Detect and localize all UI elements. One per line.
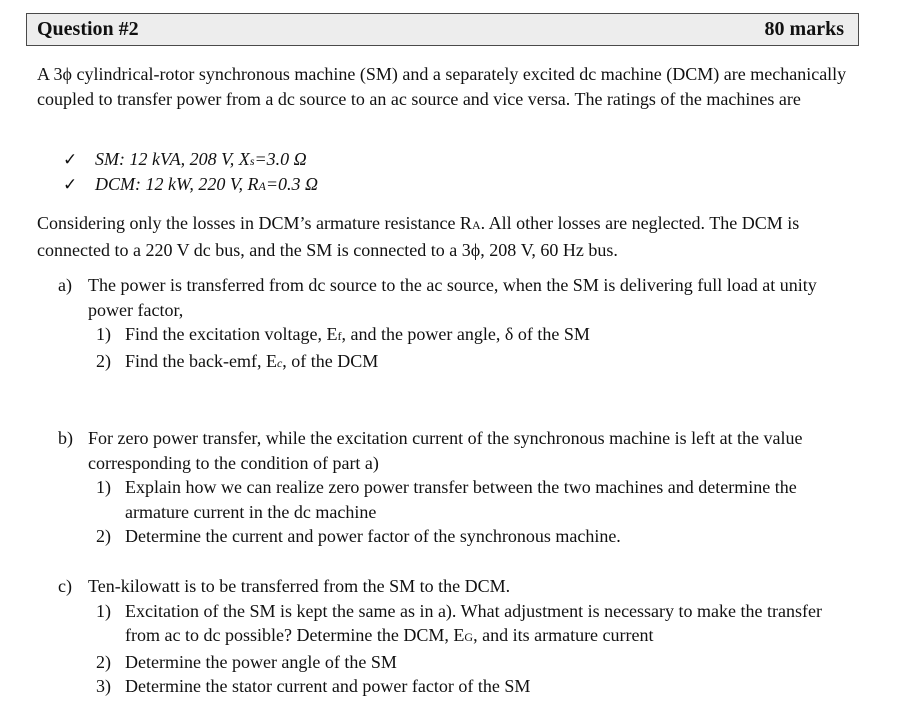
question-title: Question #2 [37, 18, 139, 41]
check-icon: ✓ [63, 174, 78, 194]
part-c-item-1: 1) Excitation of the SM is kept the same as in a). What adjustment is necessary to make the transfer from ac to dc possible? Determine the DCM, EG, and its armature current [96, 600, 822, 645]
part-b-letter: b) [58, 428, 73, 448]
part-b [58, 426, 858, 549]
ratings-list [63, 147, 883, 196]
part-c-item-2: 2) Determine the power angle of the SM [96, 651, 397, 672]
question-header [26, 13, 859, 46]
part-b-item-2: 2) Determine the current and power factor of the synchronous machine. [96, 526, 621, 546]
intro-paragraph: A 3ϕ cylindrical-rotor synchronous machine (SM) and a separately excited dc machine (DCM) are mechanically coupled to transfer power from a dc source to an ac source and vice versa. The ratings of the machines are [37, 64, 847, 109]
question-marks: 80 marks [764, 18, 844, 41]
part-a [58, 273, 858, 375]
part-a-item-1: 1) Find the excitation voltage, Ef, and the power angle, δ of the SM [96, 324, 590, 344]
part-c [58, 574, 858, 699]
part-c-text: Ten-kilowatt is to be transferred from the SM to the DCM. [88, 576, 511, 596]
part-a-item-2: 2) Find the back-emf, Ec, of the DCM [96, 350, 379, 371]
losses-paragraph: Considering only the losses in DCM’s armature resistance RA. All other losses are neglected. The DCM is connected to a 220 V dc bus, and the SM is connected to a 3ϕ, 208 V, 60 Hz bus. [37, 213, 800, 260]
part-b-item-1: 1) Explain how we can realize zero power transfer between the two machines and determine the armature current in the dc machine [96, 477, 797, 522]
rating-dcm-text: DCM: 12 kW, 220 V, RA=0.3 Ω [95, 173, 319, 194]
part-a-letter: a) [58, 275, 72, 295]
part-b-text: For zero power transfer, while the excitation current of the synchronous machine is left at the value corresponding to the condition of part a) [88, 428, 803, 473]
rating-sm [63, 147, 883, 172]
rating-sm-text: SM: 12 kVA, 208 V, Xs=3.0 Ω [95, 149, 307, 169]
part-c-item-3: 3) Determine the stator current and power factor of the SM [96, 676, 531, 696]
part-a-text: The power is transferred from dc source to the ac source, when the SM is delivering full load at unity power factor, [88, 275, 817, 320]
rating-dcm [63, 172, 883, 197]
part-c-letter: c) [58, 576, 72, 596]
check-icon: ✓ [63, 150, 78, 169]
